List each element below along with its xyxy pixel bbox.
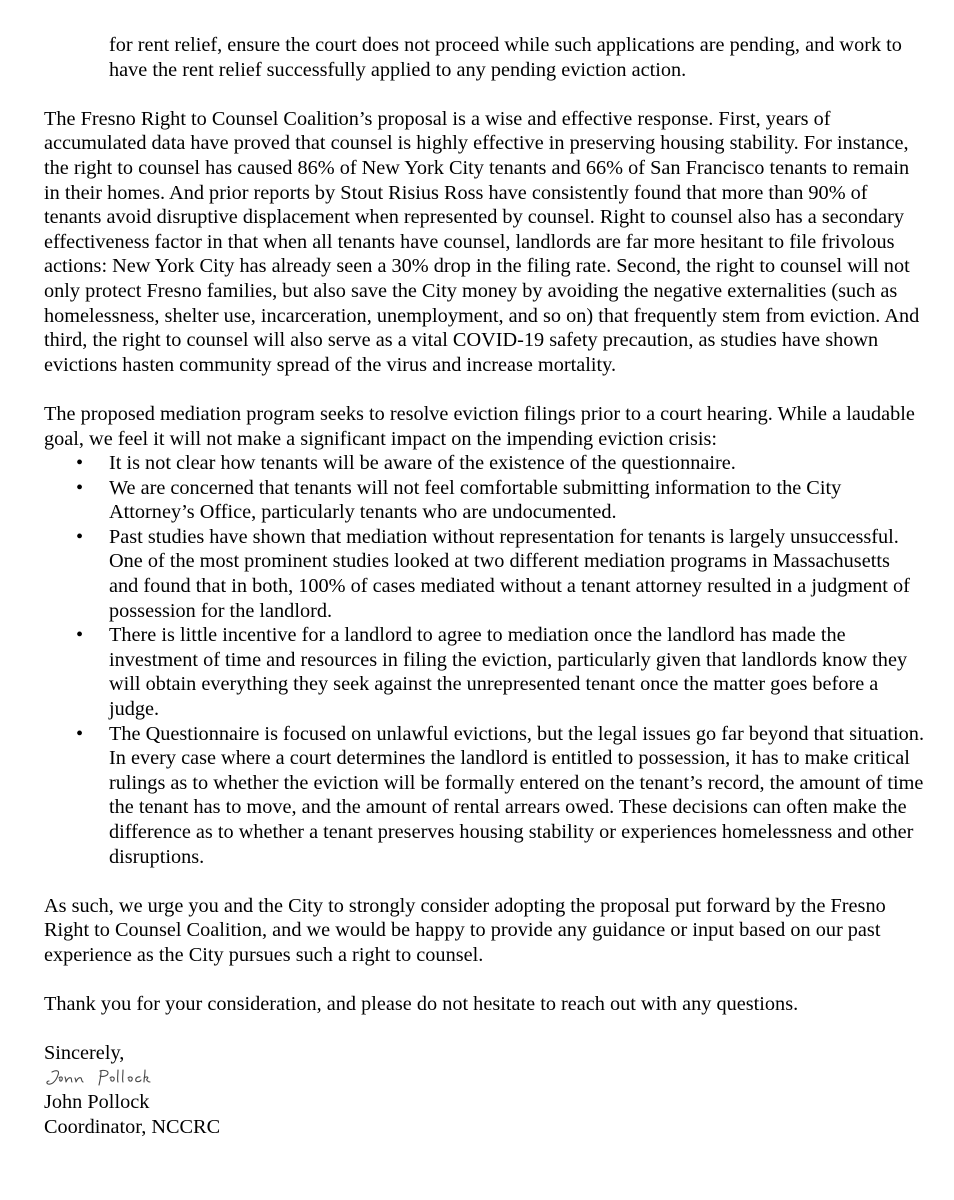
list-item-text: The Questionnaire is focused on unlawful evictions, but the legal issues go far beyond that situation. In every case where a court determines the landlord is entitled to possession, it has to make critical rulings as to whether the eviction will be formally entered on the tenant’s record, the amount of time the tenant has to move, and the amount of rental arrears owed. These decisions can often make the difference as to whether a tenant preserves housing stability or experiences homelessness and other disruptions. <box>109 722 925 868</box>
list-item <box>44 623 924 721</box>
bullet-icon: • <box>76 525 84 548</box>
letter-page <box>44 33 924 1139</box>
mediation-paragraph: The proposed mediation program seeks to resolve eviction filings prior to a court hearing. While a laudable goal, we feel it will not make a significant impact on the impending eviction crisis: <box>44 402 915 450</box>
rent-relief-continuation: for rent relief, ensure the court does not proceed while such applications are pending, and work to have the rent relief successfully applied to any pending eviction action. <box>109 34 902 81</box>
list-item-text: It is not clear how tenants will be aware of the existence of the questionnaire. <box>109 452 736 475</box>
list-item <box>44 476 924 525</box>
handwritten-signature <box>44 1066 154 1090</box>
bullet-icon: • <box>76 722 84 745</box>
list-item <box>44 722 924 870</box>
list-item <box>44 525 924 623</box>
urge-paragraph: As such, we urge you and the City to strongly consider adopting the proposal put forward by the Fresno Right to Counsel Coalition, and we would be happy to provide any guidance or input based on our past experience as the City pursues such a right to counsel. <box>44 894 886 966</box>
closing-salutation: Sincerely, <box>44 1042 125 1065</box>
bullet-icon: • <box>76 476 84 499</box>
proposal-paragraph: The Fresno Right to Counsel Coalition’s proposal is a wise and effective response. First, years of accumulated data have proved that counsel is highly effective in preserving housing stability. For instance, the right to counsel has caused 86% of New York City tenants and 66% of San Francisco tenants to remain in their homes. And prior reports by Stout Risius Ross have consistently found that more than 90% of tenants avoid disruptive displacement when represented by counsel. Right to counsel also has a secondary effectiveness factor in that when all tenants have counsel, landlords are far more hesitant to file frivolous actions: New York City has already seen a 30% drop in the filing rate. Second, the right to counsel will not only protect Fresno families, but also save the City money by avoiding the negative externalities (such as homelessness, shelter use, incarceration, unemployment, and so on) that frequently stem from eviction. And third, the right to counsel will also serve as a vital COVID-19 safety precaution, as studies have shown evictions hasten community spread of the virus and increase mortality. <box>44 107 920 376</box>
list-item-text: We are concerned that tenants will not feel comfortable submitting information to the City Attorney’s Office, particularly tenants who are undocumented. <box>109 476 842 524</box>
signer-title: Coordinator, NCCRC <box>44 1115 221 1138</box>
bullet-icon: • <box>76 452 84 475</box>
list-item-text: Past studies have shown that mediation without representation for tenants is largely unsuccessful. One of the most prominent studies looked at two different mediation programs in Massachusetts and found that in both, 100% of cases mediated without a tenant attorney resulted in a judgment of possession for the landlord. <box>109 525 910 622</box>
list-item <box>44 451 924 476</box>
mediation-concerns-list <box>44 451 924 869</box>
signer-name: John Pollock <box>44 1090 150 1113</box>
list-item-text: There is little incentive for a landlord to agree to mediation once the landlord has made the investment of time and resources in filing the eviction, particularly given that landlords know they will obtain everything they seek against the unrepresented tenant once the matter goes before a judge. <box>109 624 908 721</box>
thanks-paragraph: Thank you for your consideration, and please do not hesitate to reach out with any questions. <box>44 993 799 1016</box>
bullet-icon: • <box>76 624 84 647</box>
